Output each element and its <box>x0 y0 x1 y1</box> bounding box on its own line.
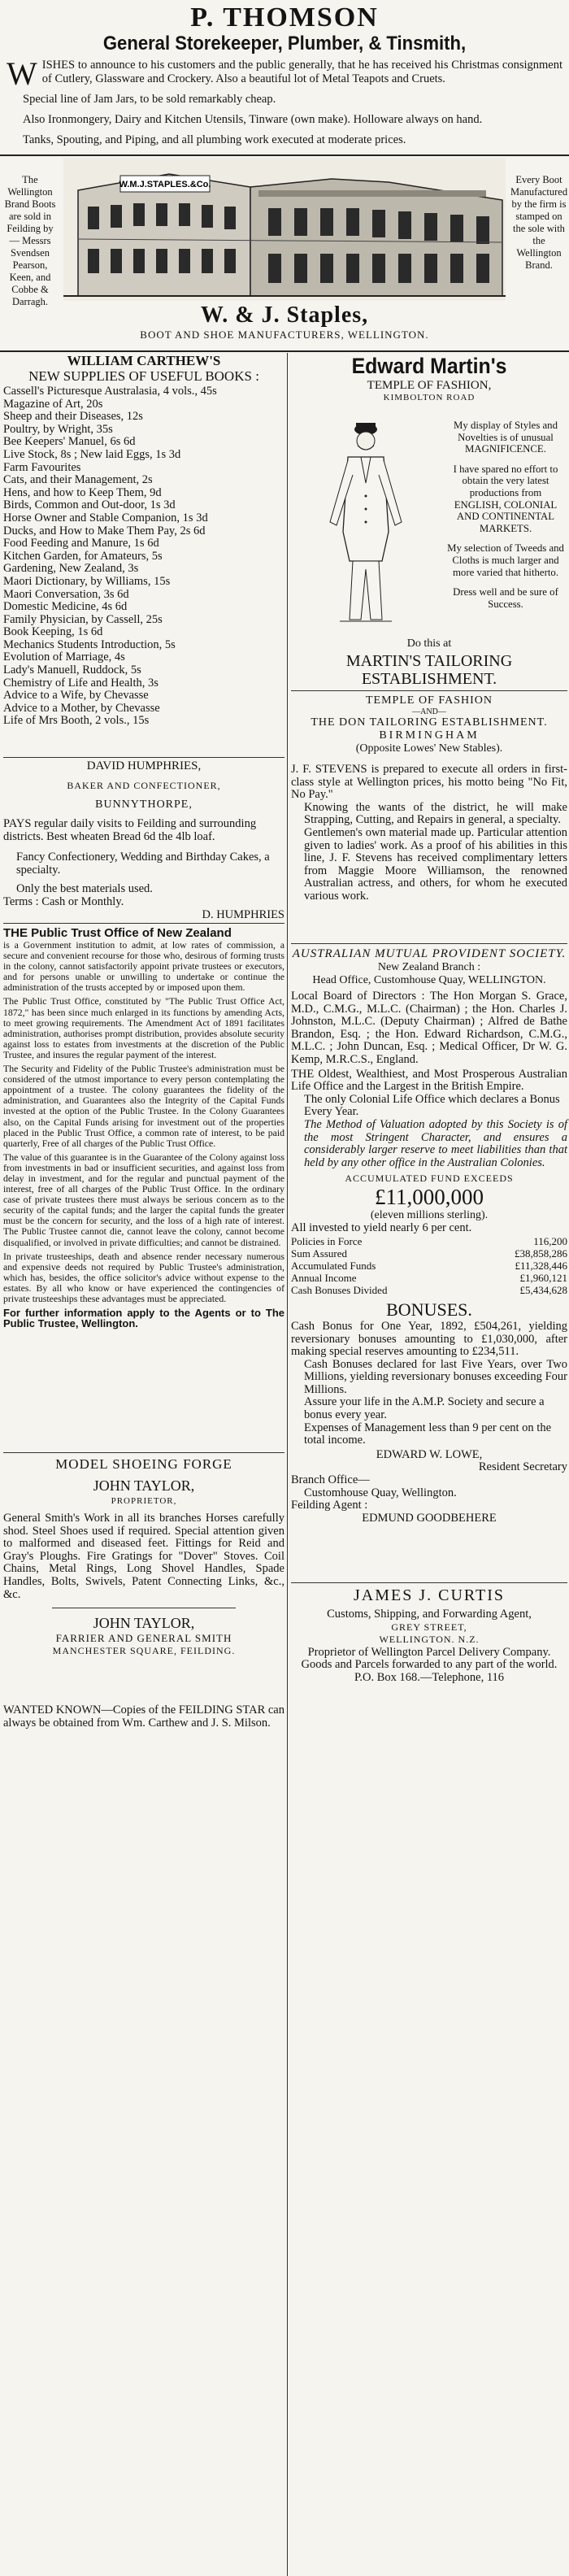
forge-footer-address: MANCHESTER SQUARE, FEILDING. <box>52 1645 236 1657</box>
curtis-role: Customs, Shipping, and Forwarding Agent, <box>327 1608 532 1621</box>
book-list-item: Cats, and their Management, 2s <box>3 473 153 487</box>
book-list-item: Poultry, by Wright, 35s <box>3 422 113 436</box>
wanted-known-ad <box>3 1701 284 1730</box>
martin-road: KIMBOLTON ROAD <box>383 393 476 402</box>
book-list-item: Book Keeping, 1s 6d <box>3 625 103 639</box>
forge-owner: JOHN TAYLOR, <box>93 1477 195 1494</box>
factory-building-illustration <box>63 158 506 301</box>
curtis-street: GREY STREET, <box>391 1621 467 1633</box>
martin-ad <box>291 353 567 690</box>
stat-label: Accumulated Funds <box>291 1259 376 1272</box>
amp-eleven: (eleven millions sterling). <box>370 1209 489 1222</box>
stat-value: £11,328,446 <box>515 1259 567 1272</box>
amp-accumulated-label: ACCUMULATED FUND EXCEEDS <box>345 1173 514 1185</box>
amp-office: Head Office, Customhouse Quay, WELLINGTON. <box>312 974 546 986</box>
book-list-item: Mechanics Students Introduction, 5s <box>3 637 176 651</box>
stevens-paragraph-1: J. F. STEVENS is prepared to execute all orders in first-class style at Wellington prices, his motto being "No Fit, No Pay." <box>291 763 567 802</box>
amp-assure: Assure your life in the A.M.P. Society and secure a bonus every year. <box>304 1395 545 1422</box>
humphries-signature: D. HUMPHRIES <box>202 907 284 921</box>
public-trust-ad <box>3 924 284 1452</box>
wanted-text: WANTED KNOWN—Copies of the FEILDING STAR can always be obtained from Wm. Carthew and J. S. Milson. <box>3 1704 284 1730</box>
amp-invested: All invested to yield nearly 6 per cent. <box>291 1221 472 1235</box>
stevens-paragraph-3: Gentlemen's own material made up. Particular attention given to ladies' work. As a proof of his abilities in this line, J. F. Stevens has received complimentary letters from Maggie Moore Williamson, the renowned Australian actress, and others, for whom he executed various work. <box>304 825 567 903</box>
humphries-place: BUNNYTHORPE, <box>95 798 193 811</box>
stat-label: Policies in Force <box>291 1234 363 1247</box>
building-sign-text: W.M.J.STAPLES.&Co. <box>119 180 211 189</box>
trust-paragraph-5: In private trusteeships, death and absence render necessary numerous and expensive deeds not required by Public Trustee's administration, which has, besides, the office solicitor's advice without expense to the estates. By all who know or have experienced the contingencies of private trusteeships these advantages must be appreciated. <box>3 1250 284 1304</box>
book-list-item: Live Stock, 8s ; New laid Eggs, 1s 3d <box>3 447 181 461</box>
book-list-item: Lady's Manuell, Ruddock, 5s <box>3 664 141 677</box>
amp-oldest: THE Oldest, Wealthiest, and Most Prosperous Australian Life Office and the Largest in the British Empire. <box>291 1067 567 1094</box>
book-list-item: Chemistry of Life and Health, 3s <box>3 676 159 690</box>
right-column <box>291 353 567 2576</box>
thomson-ironmongery: Also Ironmongery, Dairy and Kitchen Utensils, Tinware (own make). Holloware always on hand. <box>23 113 483 126</box>
staples-left-note: The Wellington Brand Boots are sold in Feilding by — Messrs Svendsen Pearson, Keen, and Cobbe & Darragh. <box>4 174 56 307</box>
curtis-prop: Proprietor of Wellington Parcel Delivery Company. <box>307 1645 551 1659</box>
book-list-item: Domestic Medicine, 4s 6d <box>3 600 128 614</box>
stat-row <box>291 1260 567 1272</box>
trust-title: THE Public Trust Office of New Zealand <box>3 926 232 940</box>
amp-bonuses-heading: BONUSES. <box>386 1299 472 1320</box>
amp-secretary: EDWARD W. LOWE, <box>376 1447 483 1461</box>
stevens-don: THE DON TAILORING ESTABLISHMENT. <box>311 716 548 729</box>
stat-value: £5,434,628 <box>519 1283 567 1296</box>
humphries-fancy: Fancy Confectionery, Wedding and Birthday Cakes, a specialty. <box>16 851 270 877</box>
martin-blurb-3: My selection of Tweeds and Cloths is much larger and more varied that hitherto. <box>447 542 564 578</box>
book-list-item: Evolution of Marriage, 4s <box>3 651 125 664</box>
book-list-item: Kitchen Garden, for Amateurs, 5s <box>3 549 163 563</box>
humphries-ad <box>3 758 284 923</box>
stat-label: Sum Assured <box>291 1247 347 1260</box>
amp-expenses: Expenses of Management less than 9 per cent on the total income. <box>304 1421 552 1447</box>
stevens-paragraph-2: Knowing the wants of the district, he will make Strapping, Cutting, and Repairs in general, a specialty. <box>304 800 567 827</box>
carthew-name: WILLIAM CARTHEW'S <box>67 353 221 368</box>
thomson-name: P. THOMSON <box>190 2 379 33</box>
book-list-item: Sheep and their Diseases, 12s <box>3 410 143 424</box>
stevens-city: BIRMINGHAM <box>379 729 480 742</box>
staples-firm-name: W. & J. Staples, <box>200 302 369 328</box>
amp-accumulated-total: £11,000,000 <box>375 1185 484 1210</box>
stevens-and: —AND— <box>412 707 446 716</box>
book-list-item: Magazine of Art, 20s <box>3 397 103 411</box>
staples-right-note: Every Boot Manufactured by the firm is stamped on the sole with the Wellington Brand. <box>510 174 568 271</box>
amp-branch-address: Customhouse Quay, Wellington. <box>304 1486 457 1499</box>
stat-row <box>291 1247 567 1260</box>
thomson-ad <box>0 0 569 154</box>
martin-blurb-2: I have spared no effort to obtain the very latest productions from ENGLISH, COLONIAL AND CONTINENTAL MARKETS. <box>453 463 558 534</box>
amp-branch-office: Branch Office— <box>291 1473 370 1487</box>
thomson-jam: Special line of Jam Jars, to be sold remarkably cheap. <box>23 93 276 106</box>
amp-only: The only Colonial Life Office which declares a Bonus Every Year. <box>304 1092 560 1119</box>
gentleman-figure-illustration <box>307 418 421 629</box>
amp-bonus-2: Cash Bonuses declared for last Five Years, over Two Millions, yielding reversionary bonuses exceeding Four Millions. <box>304 1357 567 1396</box>
stevens-opposite: (Opposite Lowes' New Stables). <box>355 742 503 755</box>
column-divider <box>287 353 288 2576</box>
amp-agent: EDMUND GOODBEHERE <box>362 1511 497 1525</box>
carthew-ad <box>3 353 284 757</box>
martin-establishment: MARTIN'S TAILORING ESTABLISHMENT. <box>345 652 513 688</box>
amp-branch: New Zealand Branch : <box>377 961 481 973</box>
forge-heading: MODEL SHOEING FORGE <box>55 1456 232 1472</box>
humphries-name: DAVID HUMPHRIES, <box>86 759 202 772</box>
book-list-item: Hens, and how to Keep Them, 9d <box>3 485 162 499</box>
book-list-item: Family Physician, by Cassell, 25s <box>3 612 163 626</box>
stat-value: £1,960,121 <box>519 1271 567 1284</box>
book-list-item: Maori Conversation, 3s 6d <box>3 587 129 601</box>
stat-row <box>291 1284 567 1296</box>
book-list-item: Birds, Common and Out-door, 1s 3d <box>3 498 176 512</box>
trust-contact: For further information apply to the Agents or to The Public Trustee, Wellington. <box>3 1307 284 1330</box>
stat-value: 116,200 <box>533 1234 567 1247</box>
stat-label: Annual Income <box>291 1271 357 1284</box>
martin-blurb-4: Dress well and be sure of Success. <box>453 586 558 610</box>
book-list-item: Advice to a Wife, by Chevasse <box>3 689 149 703</box>
trust-paragraph-2: The Public Trust Office, constituted by "The Public Trust Office Act, 1872," has been since much enlarged in its functions by amending Acts, to meet growing requirements. The Amendment Act of 1891 facilitates administration, authorises prompt distribution, provides absolute security against loss to estates from investments at the discretion of the Public Trustee, and insures the regular payment of the interest. <box>3 995 284 1060</box>
amp-bonus-1: Cash Bonus for One Year, 1892, £504,261, yielding reversionary bonuses amounting to £1,030,000, after making special reserves amounting to £234,511. <box>291 1319 567 1359</box>
thomson-wishes-text: ISHES to announce to his customers and the public generally, that he has received his Christmas consignment of Cutlery, Glassware and Crockery. Also a beautiful lot of Metal Teapots and Cruets. <box>41 59 562 85</box>
martin-do-this: Do this at <box>406 637 452 650</box>
curtis-city: WELLINGTON. N.Z. <box>379 1634 480 1646</box>
humphries-terms: Terms : Cash or Monthly. <box>3 894 124 908</box>
staples-tagline: BOOT AND SHOE MANUFACTURERS, WELLINGTON. <box>140 329 429 341</box>
curtis-ad <box>291 1583 567 1685</box>
stat-value: £38,858,286 <box>515 1247 567 1260</box>
amp-secretary-role: Resident Secretary <box>478 1460 567 1474</box>
amp-stats-table <box>291 1235 567 1296</box>
martin-temple: TEMPLE OF FASHION, <box>367 379 492 392</box>
book-list-item: Life of Mrs Booth, 2 vols., 15s <box>3 714 150 728</box>
staples-ad <box>0 154 569 350</box>
book-list-item: Horse Owner and Stable Companion, 1s 3d <box>3 511 208 524</box>
thomson-tanks: Tanks, Spouting, and Piping, and all plumbing work executed at moderate prices. <box>23 133 406 146</box>
amp-board: Local Board of Directors : The Hon Morgan S. Grace, M.D., C.M.G., M.L.C. (Chairman) ; the Hon. Charles J. Johnston, M.L.C. (Deputy Chairman) ; Alfred de Bathe Brandon, Esq. ; the Hon. Edward Richardson, C.M.G., M.L.C. ; John Duncan, Esq. ; Medical Officer, Dr W. G. Kemp, M.R.C.S., England. <box>291 990 567 1066</box>
divider-rule <box>0 350 569 352</box>
forge-role: PROPRIETOR, <box>111 1496 177 1506</box>
amp-title: AUSTRALIAN MUTUAL PROVIDENT SOCIETY. <box>292 947 567 960</box>
stat-row <box>291 1272 567 1284</box>
martin-name: Edward Martin's <box>351 354 507 378</box>
amp-method: The Method of Valuation adopted by this Society is of the most Stringent Character, and ensures a considerably larger reserve to meet liabilities than that held by any other office in the Australian Colonies. <box>304 1117 567 1169</box>
book-list-item: Gardening, New Zealand, 3s <box>3 562 139 576</box>
curtis-name: JAMES J. CURTIS <box>353 1586 506 1604</box>
amp-agent-label: Feilding Agent : <box>291 1499 368 1512</box>
humphries-materials: Only the best materials used. <box>16 882 153 896</box>
book-list-item: Advice to a Mother, by Chevasse <box>3 701 160 715</box>
forge-body: General Smith's Work in all its branches Horses carefully shod. Steel Shoes used if required. Special attention given to malformed and diseased feet. Fittings for Reid and Gray's Ploughs. Fire Gratings for "Dover" Stoves. Coil Chains, Metal Rings, Long Shovel Handles, Spade Handles, Bolts, Swivels, Patent Connecting Links, &c., &c. <box>3 1512 284 1601</box>
shoeing-forge-ad <box>3 1453 284 1701</box>
amp-society-ad <box>291 944 567 1582</box>
book-list-item: Bee Keepers' Manuel, 6s 6d <box>3 435 136 449</box>
trust-paragraph-1: is a Government institution to admit, at low rates of commission, a secure and convenient recourse for those who, desirous of forming trusts in the colony, cannot satisfactorily appoint private trustees or executors, and for persons unable or unwilling to undertake or continue the administration of the trusts accepted by or imposed upon them. <box>3 939 284 994</box>
thomson-dropcap: W <box>7 55 37 92</box>
trust-paragraph-4: The value of this guarantee is in the Guarantee of the Colony against loss from investments in bad or insufficient securities, and against loss from delay in investment, and for the regular and punctual payment of the interest, free of all charges of the Public Trust Office. In the ordinary case of private trustees there must always be serious concern as to the security of the capital funds; and the larger the capital funds the greater must be the concern for security, and the loss of a high rate of interest. The Public Trustee cannot die, cannot leave the colony, cannot become disqualified, or involved in private difficulties; and cannot be distrained. <box>3 1151 284 1248</box>
stevens-temple: TEMPLE OF FASHION <box>366 694 493 707</box>
curtis-goods: Goods and Parcels forwarded to any part of the world. <box>301 1658 558 1672</box>
humphries-visits: PAYS regular daily visits to Feilding and surrounding districts. Best wheaten Bread 6d the 4lb loaf. <box>3 817 257 843</box>
stat-row <box>291 1235 567 1247</box>
humphries-trade: BAKER AND CONFECTIONER, <box>67 780 221 791</box>
curtis-box: P.O. Box 168.—Telephone, 116 <box>354 1670 505 1684</box>
book-list-item: Ducks, and How to Make Them Pay, 2s 6d <box>3 524 206 537</box>
trust-paragraph-3: The Security and Fidelity of the Public Trustee's administration must be considered of the utmost importance to every person contemplating the appointment of a trustee. The colony guarantees the fidelity of the administration, and Guarantees also the Integrity of the Capital Funds invested at the option of the Public Trustee. In the Colony Guarantees also, on the Capital Funds arising for investment out of the properties placed in the Public Trust Office, a common rate of interest, to be paid quarterly, Free of all charges of the Public Trust Office. <box>3 1063 284 1149</box>
carthew-book-list <box>3 385 284 728</box>
forge-footer-trade: FARRIER AND GENERAL SMITH <box>55 1632 232 1645</box>
thomson-trades: General Storekeeper, Plumber, & Tinsmith, <box>102 33 467 54</box>
forge-footer-name: JOHN TAYLOR, <box>93 1615 195 1632</box>
martin-blurb <box>445 420 566 610</box>
martin-blurb-1: My display of Styles and Novelties is of unusual MAGNIFICENCE. <box>454 420 558 455</box>
thomson-wishes <box>7 55 562 92</box>
stevens-ad <box>291 691 567 943</box>
book-list-item: Farm Favourites <box>3 460 81 474</box>
book-list-item: Food Feeding and Manure, 1s 6d <box>3 537 159 550</box>
carthew-heading: NEW SUPPLIES OF USEFUL BOOKS : <box>28 368 259 384</box>
book-list-item: Cassell's Picturesque Australasia, 4 vols., 45s <box>3 385 217 398</box>
left-column <box>3 353 284 2576</box>
stat-label: Cash Bonuses Divided <box>291 1283 388 1296</box>
book-list-item: Maori Dictionary, by Williams, 15s <box>3 574 171 588</box>
